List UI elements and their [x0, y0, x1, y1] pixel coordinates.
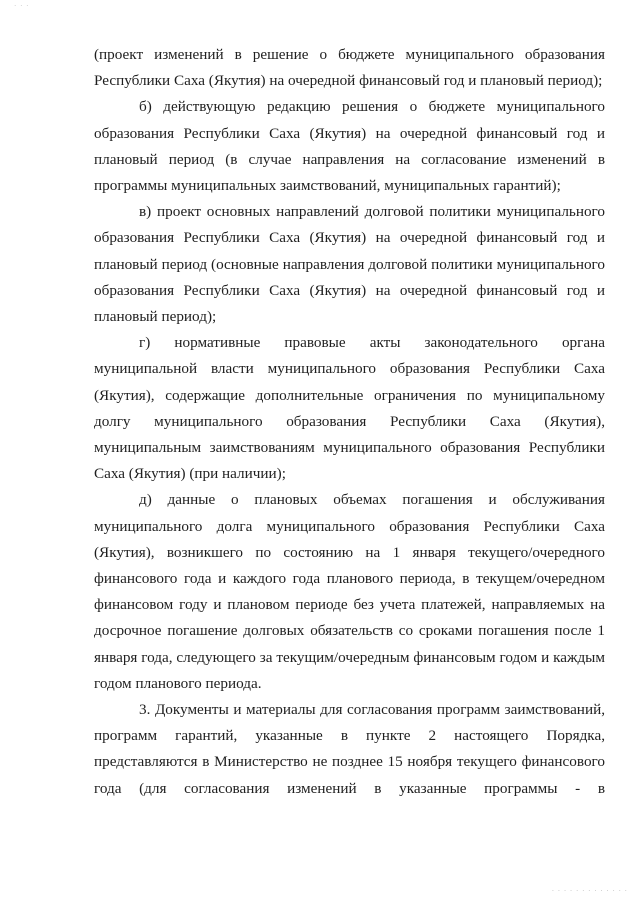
paragraph-item-d: д) данные о плановых объемах погашения и обслуживания муниципального долга муниципального образования Республики Саха (Якутия), возникшего по состоянию на 1 января текущего/очередного финансового года и каждого года планового периода, в текущем/очередном финансовом году и плановом периоде без учета платежей, направляемых на досрочное погашение долговых обязательств со сроками погашения после 1 января года, следующего за текущим/очередным финансовым годом и каждым годом планового периода. [94, 491, 605, 692]
scan-artifact-bottom: · · · · · · · · · · · · · [551, 887, 628, 895]
paragraph-item-v: в) проект основных направлений долговой политики муниципального образования Республики Саха (Якутия) на очередной финансовый год и плановый период (основные направления долговой политики муниципального образования Республики Саха (Якутия) на очередной финансовый год и плановый период); [94, 203, 605, 326]
paragraph-point-3: 3. Документы и материалы для согласования программ заимствований, программ гарантий, указанные в пункте 2 настоящего Порядка, представляются в Министерство не позднее 15 ноября текущего финансового года (для согласования изменений в указанные программы - в [94, 701, 605, 797]
scan-artifact-top: · · · [14, 2, 30, 10]
document-body [94, 42, 605, 802]
paragraph-item-b: б) действующую редакцию решения о бюджете муниципального образования Республики Саха (Якутия) на очередной финансовый год и плановый период (в случае направления на согласование изменений в программы муниципальных заимствований, муниципальных гарантий); [94, 98, 605, 195]
paragraph-continuation: (проект изменений в решение о бюджете муниципального образования Республики Саха (Якутия) на очередной финансовый год и плановый период); [94, 46, 605, 90]
paragraph-item-g: г) нормативные правовые акты законодательного органа муниципальной власти муниципального образования Республики Саха (Якутия), содержащие дополнительные ограничения по муниципальному долгу муниципального образования Республики Саха (Якутия), муниципальным заимствованиям муниципального образования Республики Саха (Якутия) (при наличии); [94, 334, 605, 483]
